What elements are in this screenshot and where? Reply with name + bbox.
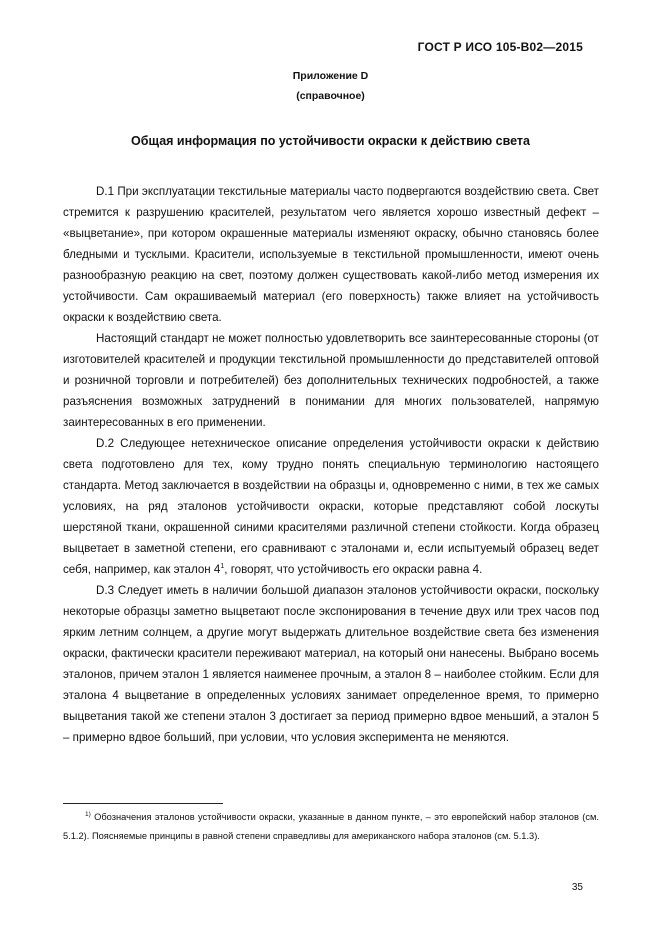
annex-title: Приложение D [292, 70, 369, 82]
section-title: Общая информация по устойчивости окраски к действию света [131, 134, 530, 148]
footnote-text: Обозначения эталонов устойчивости окраски, указанные в данном пункте, – это европейский набор эталонов (см. 5.1.2). Поясняемые принципы в равной степени справедливы для американского набора эталонов (см. 5.1.3). [63, 812, 599, 841]
paragraph-d2-text-end: , говорят, что устойчивость его окраски равна 4. [224, 563, 483, 576]
standard-code: ГОСТ Р ИСО 105-В02—2015 [417, 40, 583, 54]
page-number: 35 [571, 882, 583, 893]
footnote-separator [63, 803, 223, 804]
footnote-marker: 1) [85, 811, 91, 818]
document-body [63, 181, 599, 748]
footnote [63, 808, 599, 846]
paragraph-d2 [63, 433, 599, 580]
annex-status: (справочное) [296, 90, 365, 102]
paragraph-d1-continued: Настоящий стандарт не может полностью удовлетворить все заинтересованные стороны (от изготовителей красителей и продукции текстильной промышленности до представителей оптовой и розничной торговли и потребителей) без дополнительных технических подробностей, а также разъяснения возможных затруднений в понимании для многих пользователей, напрямую заинтересованных в его применении. [63, 332, 599, 429]
paragraph-d3: D.3 Следует иметь в наличии большой диапазон эталонов устойчивости окраски, поскольку некоторые образцы заметно выцветают после экспонирования в течение двух или трех часов под ярким летним солнцем, а другие могут выдержать длительное воздействие света без изменения окраски, фактически красители переживают материал, на который они нанесены. Выбрано восемь эталонов, причем эталон 1 является наименее прочным, а эталон 8 – наиболее стойким. Если для эталона 4 выцветание в определенных условиях занимает определенное время, то примерно выцветания такой же степени эталон 3 достигает за период примерно вдвое меньший, а эталон 5 – примерно вдвое больший, при условии, что условия эксперимента не меняются. [63, 584, 599, 744]
footnote-reference[interactable]: 1 [220, 563, 225, 570]
paragraph-d2-text: D.2 Следующее нетехническое описание определения устойчивости окраски к действию света подготовлено для тех, кому трудно понять специальную терминологию настоящего стандарта. Метод заключается в воздействии на образцы и, одновременно с ними, в тех же самых условиях, на ряд эталонов устойчивости окраски, которые представляют собой лоскуты шерстяной ткани, окрашенной синими красителями различной степени стойкости. Когда образец выцветает в заметной степени, его сравнивают с эталонами и, если испытуемый образец ведет себя, например, как эталон 4 [63, 437, 599, 576]
paragraph-d1: D.1 При эксплуатации текстильные материалы часто подвергаются воздействию света. Свет стремится к разрушению красителей, результатом чего является хорошо известный дефект – «выцветание», при котором окрашенные материалы изменяют окраску, обычно становясь более бледными и тусклыми. Красители, используемые в текстильной промышленности, имеют очень разнообразную реакцию на свет, поэтому должен существовать какой-либо метод измерения их устойчивости. Сам окрашиваемый материал (его поверхность) также влияет на устойчивость окраски к воздействию света. [63, 185, 599, 324]
